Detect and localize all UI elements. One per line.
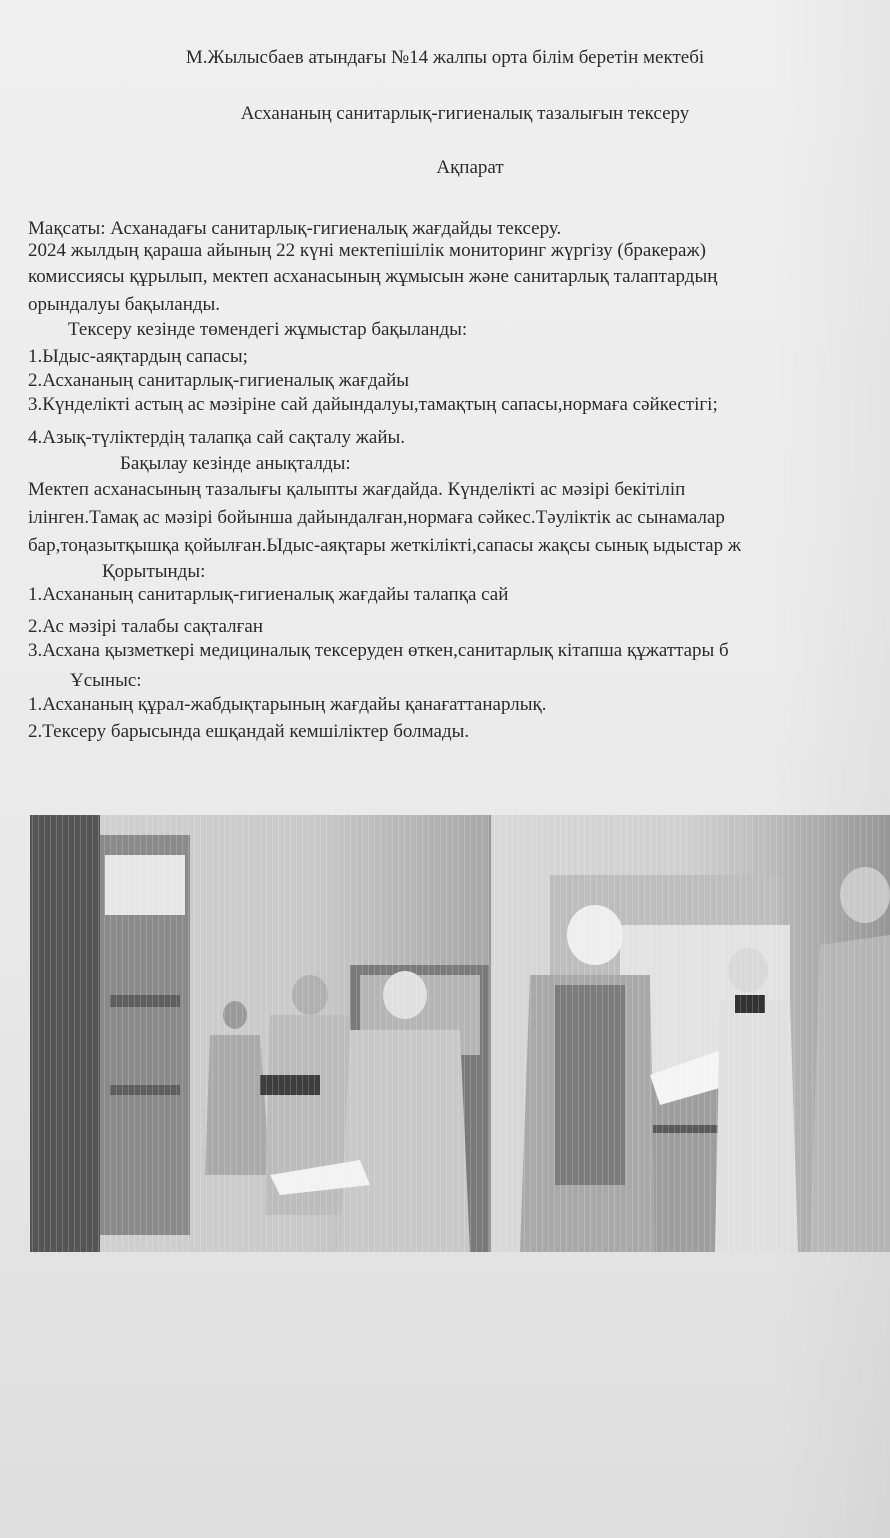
- page-shadow: [770, 0, 890, 1538]
- section-heading: Ұсыныс:: [70, 670, 142, 691]
- list-item: 1.Ыдыс-аяқтардың сапасы;: [28, 346, 248, 367]
- list-item: 3.Асхана қызметкері медициналық тексеруден өткен,санитарлық кітапша құжаттары б: [28, 640, 729, 661]
- body-line: ілінген.Тамақ ас мәзірі бойынша дайындалған,нормаға сәйкес.Тәуліктік ас сынамалар: [28, 507, 725, 528]
- list-item: 2.Тексеру барысында ешқандай кемшіліктер болмады.: [28, 721, 470, 742]
- section-heading: Қорытынды:: [102, 561, 206, 582]
- list-item: 2.Асхананың санитарлық-гигиеналық жағдайы: [28, 370, 410, 391]
- section-heading: Тексеру кезінде төмендегі жұмыстар бақыланды:: [68, 319, 468, 340]
- list-item: 2.Ас мәзірі талабы сақталған: [28, 616, 264, 637]
- body-line: бар,тоңазытқышқа қойылған.Ыдыс-аяқтары жеткілікті,сапасы жақсы сынық ыдыстар ж: [28, 535, 741, 556]
- school-name: М.Жылысбаев атындағы №14 жалпы орта білім беретін мектебі: [185, 47, 705, 68]
- purpose-line: Мақсаты: Асханадағы санитарлық-гигиеналық жағдайды тексеру.: [28, 218, 562, 239]
- body-line: орындалуы бақыланды.: [28, 294, 221, 315]
- document-subtitle: Ақпарат: [436, 157, 504, 178]
- list-item: 4.Азық-түліктердің талапқа сай сақталу жайы.: [28, 427, 406, 448]
- right-photo: [490, 815, 890, 1252]
- list-item: 1.Асхананың санитарлық-гигиеналық жағдайы талапқа сай: [28, 584, 509, 605]
- list-item: 1.Асхананың құрал-жабдықтарының жағдайы қанағаттанарлық.: [28, 694, 547, 715]
- left-photo: [30, 815, 490, 1252]
- list-item: 3.Күнделікті астың ас мәзіріне сай дайындалуы,тамақтың сапасы,нормаға сәйкестігі;: [28, 394, 718, 415]
- body-line: 2024 жылдың қараша айының 22 күні мектепішілік мониторинг жүргізу (бракераж): [28, 240, 706, 261]
- inspection-photos: [30, 815, 890, 1252]
- document-title: Асхананың санитарлық-гигиеналық тазалығын тексеру: [240, 103, 690, 124]
- section-heading: Бақылау кезінде анықталды:: [120, 453, 351, 474]
- body-line: комиссиясы құрылып, мектеп асханасының жұмысын және санитарлық талаптардың: [28, 266, 718, 287]
- body-line: Мектеп асханасының тазалығы қалыпты жағдайда. Күнделікті ас мәзірі бекітіліп: [28, 479, 686, 500]
